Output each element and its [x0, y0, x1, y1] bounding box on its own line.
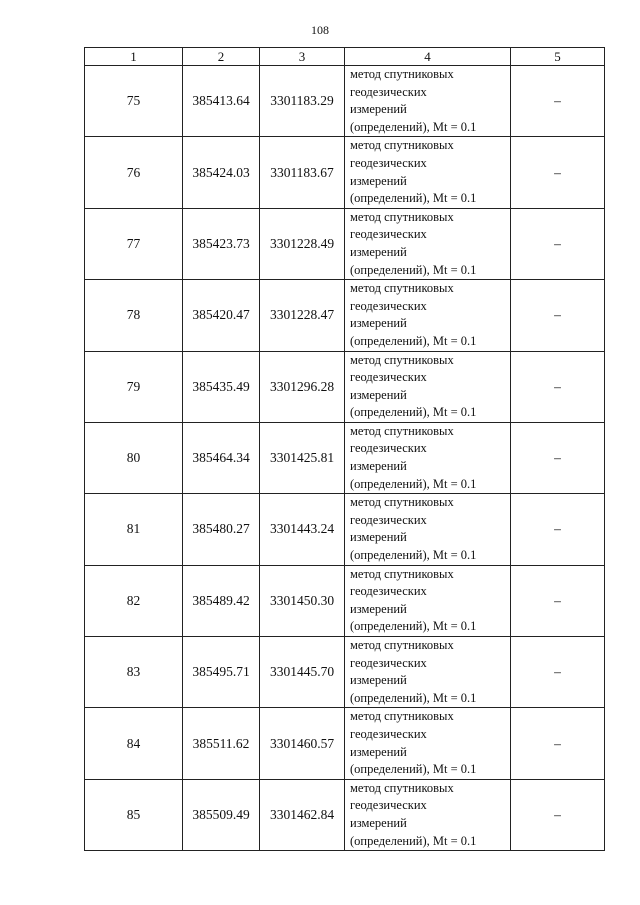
method-line: метод спутниковых — [350, 709, 454, 724]
table-row — [85, 351, 605, 422]
method-line: (определений), Mt = 0.1 — [350, 405, 477, 420]
method-line: геодезических — [350, 584, 427, 599]
method-line: метод спутниковых — [350, 352, 454, 367]
point-number-cell: 77 — [85, 208, 183, 279]
method-line: метод спутниковых — [350, 780, 454, 795]
point-number-cell: 84 — [85, 708, 183, 779]
table-row — [85, 779, 605, 850]
method-cell — [345, 494, 511, 565]
method-line: (определений), Mt = 0.1 — [350, 262, 477, 277]
method-line: измерений — [350, 244, 407, 259]
method-line: измерений — [350, 530, 407, 545]
method-line: геодезических — [350, 370, 427, 385]
y-coordinate-cell: 3301443.24 — [260, 494, 345, 565]
method-line: измерений — [350, 316, 407, 331]
y-coordinate-cell: 3301183.67 — [260, 137, 345, 208]
point-number-cell: 76 — [85, 137, 183, 208]
method-line: измерений — [350, 459, 407, 474]
header-col-2: 2 — [183, 48, 260, 66]
method-line: геодезических — [350, 298, 427, 313]
note-cell: – — [511, 494, 605, 565]
x-coordinate-cell: 385423.73 — [183, 208, 260, 279]
table-row — [85, 422, 605, 493]
y-coordinate-cell: 3301296.28 — [260, 351, 345, 422]
method-line: измерений — [350, 601, 407, 616]
method-line: геодезических — [350, 84, 427, 99]
x-coordinate-cell: 385509.49 — [183, 779, 260, 850]
method-line: измерений — [350, 673, 407, 688]
method-line: метод спутниковых — [350, 138, 454, 153]
method-cell — [345, 708, 511, 779]
header-col-3: 3 — [260, 48, 345, 66]
table-row — [85, 708, 605, 779]
table-row — [85, 208, 605, 279]
y-coordinate-cell: 3301228.47 — [260, 280, 345, 351]
x-coordinate-cell: 385480.27 — [183, 494, 260, 565]
note-cell: – — [511, 66, 605, 137]
method-line: (определений), Mt = 0.1 — [350, 619, 477, 634]
method-cell — [345, 137, 511, 208]
x-coordinate-cell: 385489.42 — [183, 565, 260, 636]
method-line: метод спутниковых — [350, 423, 454, 438]
y-coordinate-cell: 3301445.70 — [260, 637, 345, 708]
method-line: метод спутниковых — [350, 209, 454, 224]
method-cell — [345, 422, 511, 493]
y-coordinate-cell: 3301462.84 — [260, 779, 345, 850]
point-number-cell: 79 — [85, 351, 183, 422]
method-cell — [345, 66, 511, 137]
header-col-1: 1 — [85, 48, 183, 66]
method-line: (определений), Mt = 0.1 — [350, 690, 477, 705]
x-coordinate-cell: 385464.34 — [183, 422, 260, 493]
method-line: геодезических — [350, 512, 427, 527]
method-cell — [345, 779, 511, 850]
y-coordinate-cell: 3301228.49 — [260, 208, 345, 279]
method-line: измерений — [350, 173, 407, 188]
method-line: геодезических — [350, 155, 427, 170]
method-line: измерений — [350, 815, 407, 830]
table-row — [85, 66, 605, 137]
method-line: геодезических — [350, 655, 427, 670]
note-cell: – — [511, 422, 605, 493]
method-line: геодезических — [350, 726, 427, 741]
y-coordinate-cell: 3301450.30 — [260, 565, 345, 636]
y-coordinate-cell: 3301460.57 — [260, 708, 345, 779]
note-cell: – — [511, 637, 605, 708]
y-coordinate-cell: 3301183.29 — [260, 66, 345, 137]
point-number-cell: 82 — [85, 565, 183, 636]
method-line: (определений), Mt = 0.1 — [350, 548, 477, 563]
note-cell: – — [511, 565, 605, 636]
point-number-cell: 78 — [85, 280, 183, 351]
method-line: измерений — [350, 387, 407, 402]
x-coordinate-cell: 385420.47 — [183, 280, 260, 351]
x-coordinate-cell: 385435.49 — [183, 351, 260, 422]
method-line: геодезических — [350, 227, 427, 242]
method-line: измерений — [350, 744, 407, 759]
method-line: метод спутниковых — [350, 67, 454, 81]
method-line: метод спутниковых — [350, 495, 454, 510]
table-row — [85, 637, 605, 708]
table-header — [85, 48, 605, 66]
table-row — [85, 280, 605, 351]
method-line: метод спутниковых — [350, 566, 454, 581]
method-line: (определений), Mt = 0.1 — [350, 762, 477, 777]
y-coordinate-cell: 3301425.81 — [260, 422, 345, 493]
method-line: (определений), Mt = 0.1 — [350, 833, 477, 848]
method-line: геодезических — [350, 798, 427, 813]
table-row — [85, 137, 605, 208]
point-number-cell: 75 — [85, 66, 183, 137]
table-row — [85, 494, 605, 565]
note-cell: – — [511, 708, 605, 779]
table-body — [85, 66, 605, 851]
method-line: (определений), Mt = 0.1 — [350, 333, 477, 348]
table-row — [85, 565, 605, 636]
method-cell — [345, 351, 511, 422]
note-cell: – — [511, 137, 605, 208]
method-cell — [345, 565, 511, 636]
page-number: 108 — [311, 23, 329, 37]
point-number-cell: 80 — [85, 422, 183, 493]
method-line: метод спутниковых — [350, 638, 454, 652]
method-line: (определений), Mt = 0.1 — [350, 191, 477, 206]
method-cell — [345, 280, 511, 351]
header-col-4: 4 — [345, 48, 511, 66]
header-col-5: 5 — [511, 48, 605, 66]
header-row — [85, 48, 605, 66]
x-coordinate-cell: 385511.62 — [183, 708, 260, 779]
note-cell: – — [511, 779, 605, 850]
x-coordinate-cell: 385424.03 — [183, 137, 260, 208]
point-number-cell: 83 — [85, 637, 183, 708]
method-cell — [345, 637, 511, 708]
coordinates-table — [84, 47, 605, 851]
method-cell — [345, 208, 511, 279]
note-cell: – — [511, 208, 605, 279]
x-coordinate-cell: 385495.71 — [183, 637, 260, 708]
method-line: (определений), Mt = 0.1 — [350, 476, 477, 491]
x-coordinate-cell: 385413.64 — [183, 66, 260, 137]
note-cell: – — [511, 351, 605, 422]
point-number-cell: 85 — [85, 779, 183, 850]
method-line: геодезических — [350, 441, 427, 456]
note-cell: – — [511, 280, 605, 351]
point-number-cell: 81 — [85, 494, 183, 565]
method-line: метод спутниковых — [350, 281, 454, 296]
method-line: (определений), Mt = 0.1 — [350, 119, 477, 134]
method-line: измерений — [350, 102, 407, 117]
